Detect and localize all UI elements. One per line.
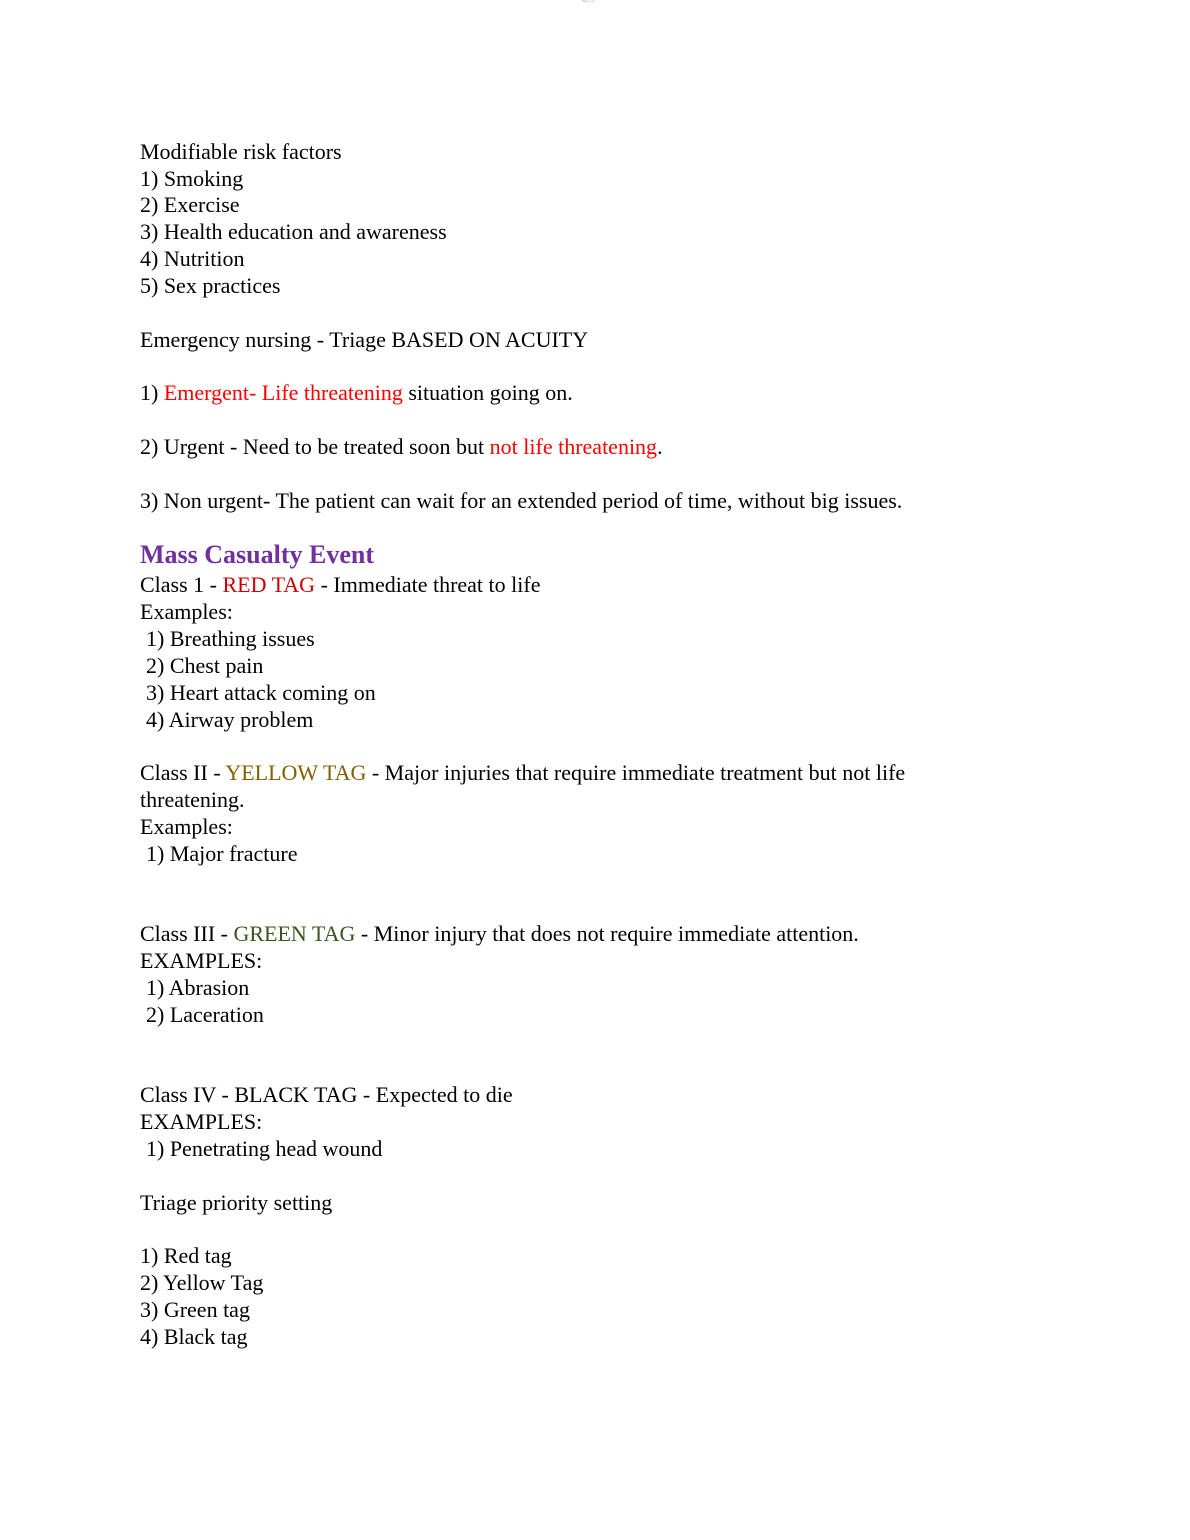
triage-urgent-highlight: not life threatening: [489, 434, 658, 459]
risk-factors-title: Modifiable risk factors: [140, 139, 342, 164]
mass-casualty-heading: Mass Casualty Event: [140, 540, 375, 569]
risk-item: 2) Exercise: [140, 192, 240, 217]
class1-examples-label: Examples:: [140, 599, 233, 624]
triage-non-urgent: 3) Non urgent- The patient can wait for an extended period of time, without big issues.: [140, 488, 903, 513]
priority-item: 3) Green tag: [140, 1297, 250, 1322]
triage-urgent-prefix: 2) Urgent - Need to be treated soon but: [140, 434, 490, 459]
class1-example: 3) Heart attack coming on: [146, 680, 376, 705]
triage-urgent-suffix: .: [657, 434, 663, 459]
class2-suffix: - Major injuries that require immediate treatment but not life: [366, 760, 906, 785]
class3-suffix: - Minor injury that does not require immediate attention.: [355, 921, 859, 946]
triage-emergent-highlight: Emergent- Life threatening: [163, 380, 403, 405]
class1-prefix: Class 1 -: [140, 572, 223, 597]
header-mark: Page 1 of 1: [582, 0, 596, 3]
triage-emergent: [140, 379, 573, 406]
class4-example: 1) Penetrating head wound: [146, 1136, 383, 1161]
class3-examples-label: EXAMPLES:: [140, 948, 263, 973]
triage-urgent: [140, 433, 663, 460]
risk-item: 3) Health education and awareness: [140, 219, 447, 244]
class1-suffix: - Immediate threat to life: [315, 572, 541, 597]
class2-prefix: Class II -: [140, 760, 226, 785]
risk-item: 4) Nutrition: [140, 246, 245, 271]
yellow-tag-label: YELLOW TAG: [225, 760, 367, 785]
class1-example: 4) Airway problem: [146, 707, 314, 732]
class1-example: 2) Chest pain: [146, 653, 264, 678]
triage-emergent-suffix: situation going on.: [402, 380, 573, 405]
class1-example: 1) Breathing issues: [146, 626, 315, 651]
priority-item: 4) Black tag: [140, 1324, 248, 1349]
triage-title: Emergency nursing - Triage BASED ON ACUITY: [140, 327, 589, 352]
red-tag-label: RED TAG: [222, 572, 316, 597]
risk-item: 5) Sex practices: [140, 273, 281, 298]
risk-item: 1) Smoking: [140, 166, 244, 191]
class2-example: 1) Major fracture: [146, 841, 298, 866]
class3-prefix: Class III -: [140, 921, 234, 946]
class4-line: Class IV - BLACK TAG - Expected to die: [140, 1082, 513, 1107]
class2-continuation: threatening.: [140, 787, 245, 812]
triage-emergent-prefix: 1): [140, 380, 164, 405]
class2-examples-label: Examples:: [140, 814, 233, 839]
priority-item: 1) Red tag: [140, 1243, 232, 1268]
class2-line: [140, 759, 905, 786]
class3-example: 2) Laceration: [146, 1002, 264, 1027]
priority-title: Triage priority setting: [140, 1190, 333, 1215]
class3-line: [140, 920, 859, 947]
green-tag-label: GREEN TAG: [233, 921, 356, 946]
priority-item: 2) Yellow Tag: [140, 1270, 264, 1295]
class1-line: [140, 571, 540, 598]
class4-examples-label: EXAMPLES:: [140, 1109, 263, 1134]
class3-example: 1) Abrasion: [146, 975, 250, 1000]
